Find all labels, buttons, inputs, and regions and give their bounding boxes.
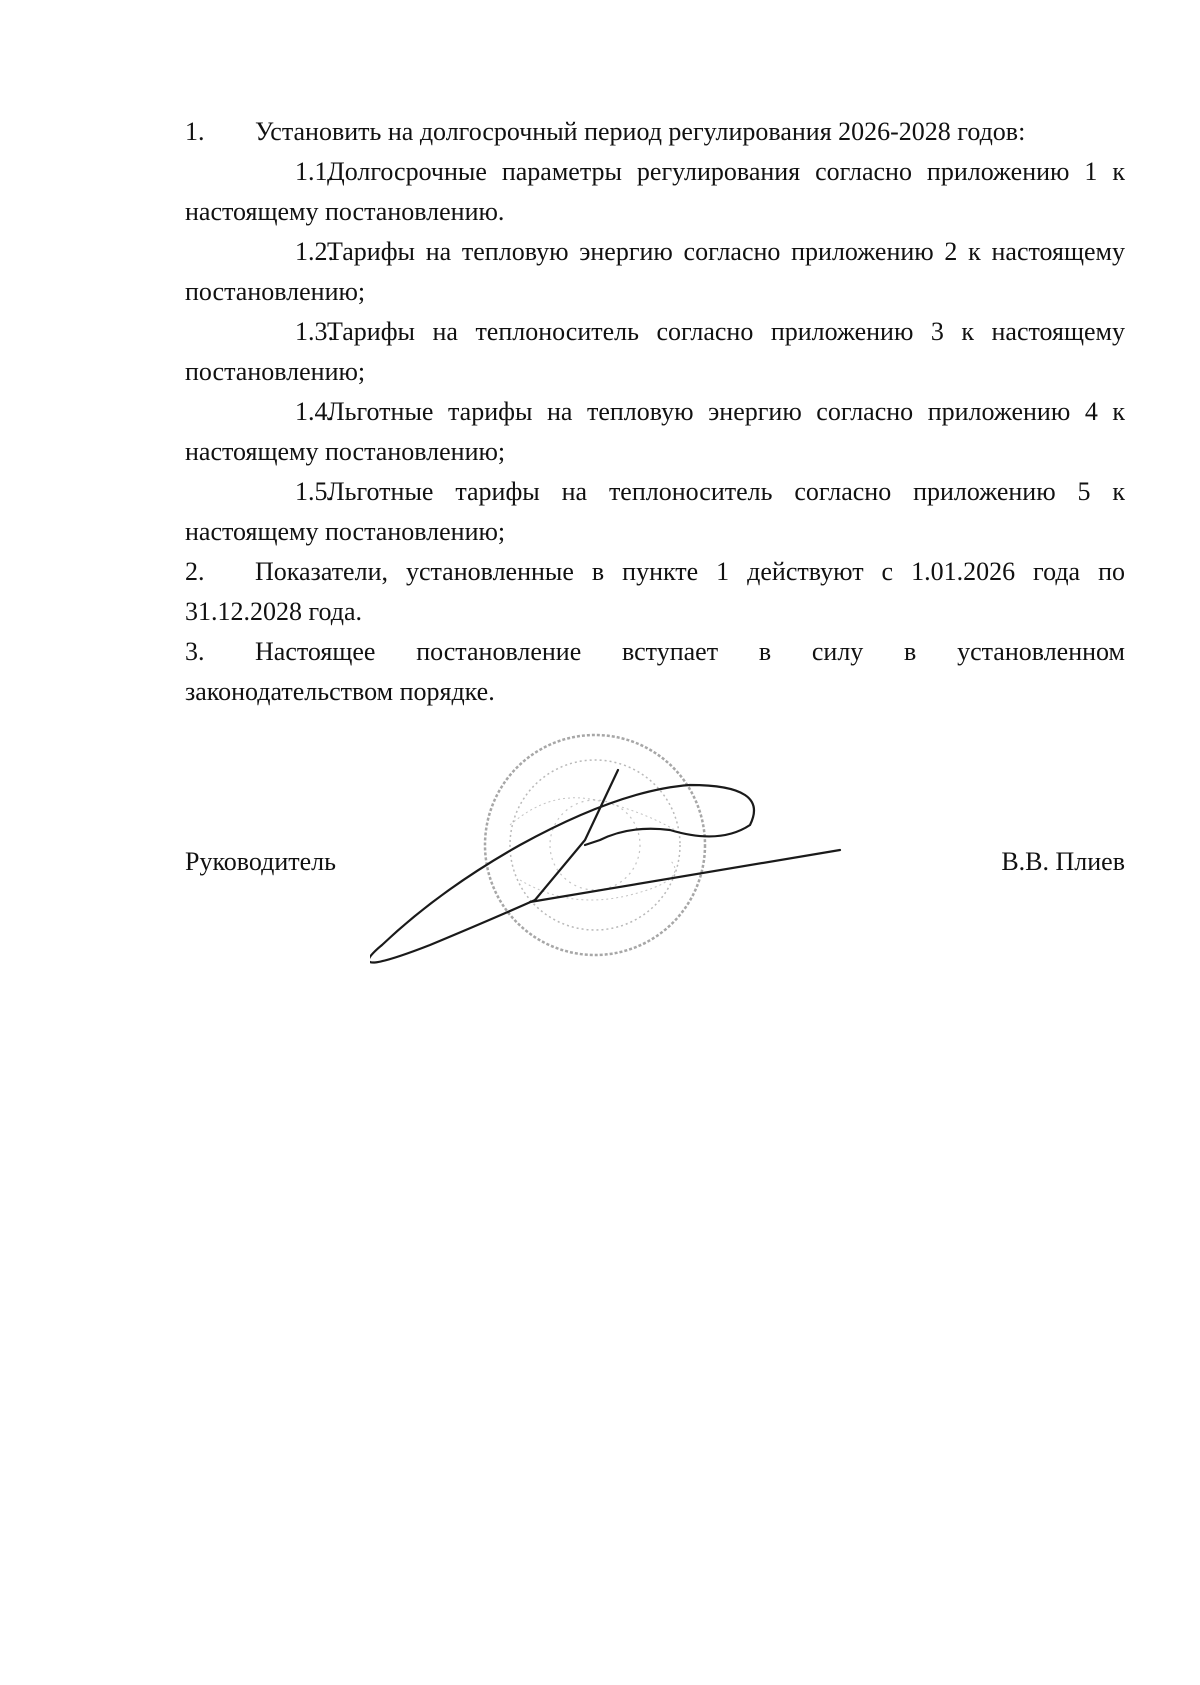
item-text: Настоящее постановление вступает в силу в установленном законодательством порядке. xyxy=(185,637,1125,706)
item-number: 1. xyxy=(185,117,205,146)
item-1-4 xyxy=(185,392,1125,472)
item-1-2 xyxy=(185,232,1125,312)
item-number: 1.3. xyxy=(295,317,334,346)
item-1-1 xyxy=(185,152,1125,232)
handwritten-signature xyxy=(370,770,840,963)
item-1 xyxy=(185,112,1125,152)
item-text: Льготные тарифы на тепловую энергию согласно приложению 4 к настоящему постановлению; xyxy=(185,397,1125,466)
item-number: 1.5. xyxy=(295,477,334,506)
item-2 xyxy=(185,552,1125,632)
item-1-3 xyxy=(185,312,1125,392)
item-text: Тарифы на теплоноситель согласно приложению 3 к настоящему постановлению; xyxy=(185,317,1125,386)
item-number: 1.4. xyxy=(295,397,334,426)
item-text: Установить на долгосрочный период регулирования 2026-2028 годов: xyxy=(255,117,1026,146)
item-number: 2. xyxy=(185,557,205,586)
item-number: 1.1. xyxy=(295,157,334,186)
item-3 xyxy=(185,632,1125,712)
seal-and-signature xyxy=(370,730,930,1000)
item-text: Показатели, установленные в пункте 1 действуют с 1.01.2026 года по 31.12.2028 года. xyxy=(185,557,1125,626)
item-number: 3. xyxy=(185,637,205,666)
item-1-5 xyxy=(185,472,1125,552)
document-body xyxy=(185,112,1125,712)
item-number: 1.2. xyxy=(295,237,334,266)
item-text: Льготные тарифы на теплоноситель согласно приложению 5 к настоящему постановлению; xyxy=(185,477,1125,546)
signatory-title: Руководитель xyxy=(185,847,336,876)
item-text: Тарифы на тепловую энергию согласно приложению 2 к настоящему постановлению; xyxy=(185,237,1125,306)
item-text: Долгосрочные параметры регулирования согласно приложению 1 к настоящему постановлению. xyxy=(185,157,1125,226)
signatory-name: В.В. Плиев xyxy=(1001,847,1125,876)
